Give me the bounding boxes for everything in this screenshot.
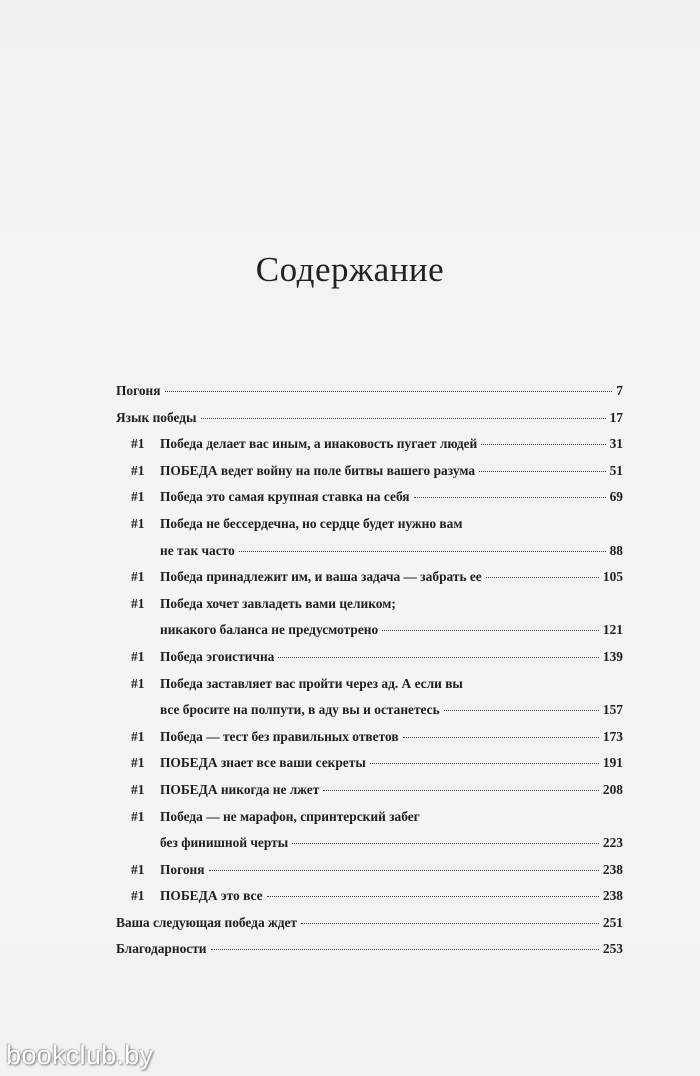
toc-entry-title-continued: без финишной черты <box>160 835 289 851</box>
toc-entry-number: #1 <box>131 595 145 611</box>
toc-page-number: 7 <box>616 383 623 398</box>
toc-page-number: 139 <box>602 648 623 664</box>
toc-entry <box>116 564 623 591</box>
toc-entry <box>116 484 623 511</box>
toc-entry-number: #1 <box>131 436 145 452</box>
toc-entry-title: ПОБЕДА никогда не лжет <box>160 781 320 797</box>
toc-entry <box>116 431 623 458</box>
toc-entry-number: #1 <box>131 489 145 505</box>
toc-entry-title: Победа — не марафон, спринтерский забег <box>160 808 420 824</box>
toc-leader-dots <box>211 949 599 950</box>
toc-entry-line <box>160 458 623 485</box>
toc-leader-dots <box>479 471 606 472</box>
toc-entry <box>116 777 623 804</box>
toc-leader-dots <box>165 391 613 392</box>
toc-page-number: 173 <box>602 728 623 744</box>
toc-entry <box>116 750 623 777</box>
toc-entry-title-continued: никакого баланса не предусмотрено <box>160 622 379 638</box>
toc-entry-title: ПОБЕДА ведет войну на поле битвы вашего разума <box>160 462 476 478</box>
toc-entry-line <box>160 697 623 724</box>
toc-leader-dots <box>323 790 599 791</box>
toc-entry-body <box>160 511 623 564</box>
toc-page-number: 208 <box>602 781 623 797</box>
toc-page-number: 251 <box>602 914 623 930</box>
toc-leader-dots <box>292 843 599 844</box>
toc-entry-title: ПОБЕДА это все <box>160 888 263 904</box>
toc-entry-line <box>160 617 623 644</box>
toc-entry-body <box>116 936 623 963</box>
toc-page-number: 69 <box>609 489 623 505</box>
toc-page-number: 157 <box>602 702 623 718</box>
toc-entry <box>116 883 623 910</box>
toc-entry <box>116 458 623 485</box>
toc-entry-title: Победа заставляет вас пройти через ад. А если вы <box>160 675 463 691</box>
toc-leader-dots <box>278 657 599 658</box>
toc-entry-line <box>116 910 623 937</box>
toc-entry-title: Победа — тест без правильных ответов <box>160 728 399 744</box>
toc-entry <box>116 644 623 671</box>
toc-entry-title: Победа делает вас иным, а инаковость пугает людей <box>160 436 478 452</box>
toc-page-number: 105 <box>602 569 623 585</box>
toc-leader-dots <box>382 630 599 631</box>
toc-leader-dots <box>301 923 599 924</box>
toc-entry-number: #1 <box>131 728 145 744</box>
toc-entry <box>116 511 623 564</box>
toc-entry-body <box>160 644 623 671</box>
toc-entry-line <box>160 724 623 751</box>
toc-entry-title-continued: все бросите на полпути, в аду вы и останетесь <box>160 702 440 718</box>
toc-page-number: 88 <box>609 542 623 558</box>
toc-page-number: 253 <box>602 941 623 957</box>
toc-entry-line <box>116 405 623 432</box>
toc-entry-number: #1 <box>131 755 145 771</box>
toc-entry-title: Благодарности <box>116 941 207 957</box>
toc-entry-number: #1 <box>131 861 145 877</box>
toc-entry-body <box>160 857 623 884</box>
toc-entry <box>116 405 623 432</box>
toc-leader-dots <box>444 710 599 711</box>
toc-page-number: 223 <box>602 835 623 851</box>
toc-entry-title: Погоня <box>116 383 161 398</box>
toc-entry-title: Победа эгоистична <box>160 648 275 664</box>
toc-leader-dots <box>486 577 599 578</box>
toc-entry-body <box>160 883 623 910</box>
table-of-contents <box>116 378 623 963</box>
toc-entry-line <box>116 936 623 963</box>
toc-entry-line <box>160 830 623 857</box>
toc-entry-body <box>160 484 623 511</box>
toc-entry-title: Победа хочет завладеть вами целиком; <box>160 595 396 611</box>
toc-entry-number: #1 <box>131 675 145 691</box>
toc-entry-body <box>160 591 623 644</box>
toc-entry-title: Победа принадлежит им, и ваша задача — забрать ее <box>160 569 482 585</box>
toc-entry-body <box>160 804 623 857</box>
toc-page-number: 238 <box>602 888 623 904</box>
toc-entry <box>116 857 623 884</box>
toc-entry-body <box>160 564 623 591</box>
toc-entry-title: Победа не бессердечна, но сердце будет нужно вам <box>160 515 463 531</box>
toc-entry-body <box>160 431 623 458</box>
toc-entry <box>116 804 623 857</box>
toc-entry-title: Победа это самая крупная ставка на себя <box>160 489 410 505</box>
toc-entry-line <box>160 883 623 910</box>
toc-entry-body <box>160 724 623 751</box>
toc-entry-line <box>160 564 623 591</box>
toc-entry-number: #1 <box>131 888 145 904</box>
toc-entry-body <box>160 750 623 777</box>
toc-entry-line <box>160 538 623 565</box>
toc-entry <box>116 378 623 405</box>
toc-entry-number: #1 <box>131 781 145 797</box>
toc-entry-body <box>116 910 623 937</box>
toc-page-number: 51 <box>609 462 623 478</box>
toc-entry-number: #1 <box>131 515 145 531</box>
toc-entry-title-continued: не так часто <box>160 542 235 558</box>
toc-entry-body <box>160 458 623 485</box>
toc-leader-dots <box>239 551 606 552</box>
page-title: Содержание <box>255 250 445 289</box>
toc-page-number: 238 <box>602 861 623 877</box>
toc-entry <box>116 591 623 644</box>
toc-leader-dots <box>209 870 599 871</box>
toc-entry-number: #1 <box>131 648 145 664</box>
toc-entry <box>116 671 623 724</box>
toc-entry-line <box>160 644 623 671</box>
toc-page-number: 191 <box>602 755 623 771</box>
toc-leader-dots <box>267 896 599 897</box>
toc-entry-body <box>160 777 623 804</box>
toc-entry-line <box>160 750 623 777</box>
toc-leader-dots <box>370 763 599 764</box>
toc-entry-number: #1 <box>131 569 145 585</box>
toc-entry-body <box>116 405 623 432</box>
watermark: bookclub.by <box>6 1040 154 1070</box>
toc-entry-title: Погоня <box>160 861 205 877</box>
toc-entry-line <box>160 484 623 511</box>
toc-page-number: 17 <box>609 409 623 425</box>
toc-leader-dots <box>201 418 606 419</box>
toc-leader-dots <box>414 497 606 498</box>
toc-entry <box>116 910 623 937</box>
toc-entry-line <box>160 857 623 884</box>
toc-entry-title: Язык победы <box>116 409 197 425</box>
toc-entry <box>116 724 623 751</box>
toc-page-number: 121 <box>602 622 623 638</box>
toc-entry <box>116 936 623 963</box>
toc-entry-line <box>160 431 623 458</box>
toc-leader-dots <box>403 737 599 738</box>
toc-entry-number: #1 <box>131 462 145 478</box>
toc-entry-title: ПОБЕДА знает все ваши секреты <box>160 755 366 771</box>
toc-page-number: 31 <box>609 436 623 452</box>
toc-entry-body <box>160 671 623 724</box>
toc-entry-line <box>116 378 623 405</box>
toc-leader-dots <box>481 444 605 445</box>
toc-entry-title: Ваша следующая победа ждет <box>116 914 298 930</box>
toc-entry-body <box>116 378 623 405</box>
toc-entry-line <box>160 777 623 804</box>
toc-entry-number: #1 <box>131 808 145 824</box>
